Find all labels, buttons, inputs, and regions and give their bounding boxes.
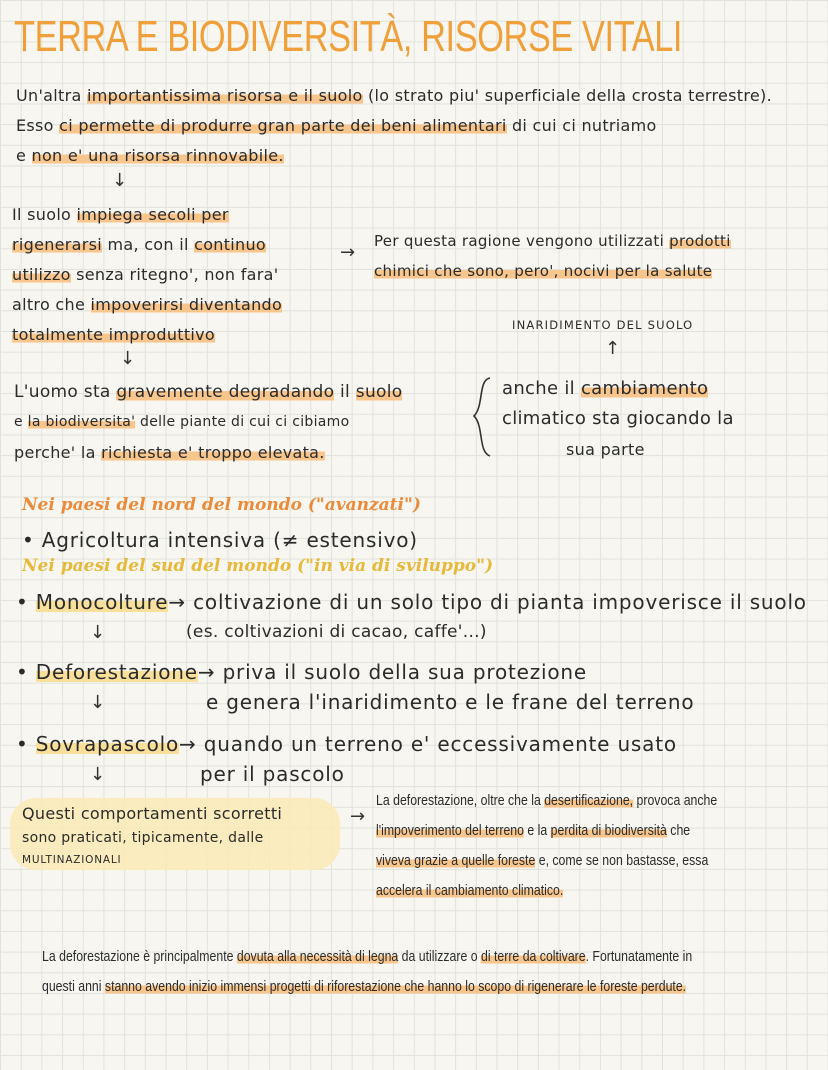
intro-line-1 <box>16 86 772 105</box>
climate-text: anche il <box>502 378 581 399</box>
bullet-text: • <box>16 590 36 614</box>
defo-box-highlight: accelera il cambiamento climatico. <box>376 882 564 899</box>
bottom-text: La deforestazione è principalmente <box>42 948 237 965</box>
intro-highlight: non e' una risorsa rinnovabile. <box>31 146 284 165</box>
man-highlight: richiesta e' troppo elevata. <box>101 443 325 462</box>
bottom-highlight: stanno avendo inizio immensi progetti di riforestazione che hanno lo scopo di rigenerare le foreste perdute. <box>104 978 687 995</box>
soil-text: senza ritegno', non fara' <box>70 265 279 284</box>
intro-text: Un'altra <box>16 86 87 105</box>
intro-text: di cui ci nutriamo <box>506 116 657 135</box>
chem-highlight: chimici che sono, pero', nocivi per la salute <box>374 262 713 280</box>
soil-text: altro che <box>12 295 91 314</box>
man-line-1 <box>14 382 402 402</box>
defo-box-line-4 <box>376 882 563 899</box>
man-line-3 <box>14 443 325 462</box>
man-text: e <box>14 414 28 430</box>
bottom-line-1 <box>42 948 692 965</box>
behaviors-line-1: Questi comportamenti scorretti <box>22 804 283 823</box>
south-heading: Nei paesi del sud del mondo ("in via di sviluppo") <box>22 556 494 576</box>
defo-text-2: e genera l'inaridimento e le frane del terreno <box>206 690 695 714</box>
bottom-text: da utilizzare o <box>398 948 481 965</box>
man-text: perche' la <box>14 443 102 462</box>
sovra-line <box>16 732 677 756</box>
intro-line-2 <box>16 116 657 135</box>
chem-line-2 <box>374 262 712 280</box>
behaviors-line-2: sono praticati, tipicamente, dalle <box>22 830 264 846</box>
soil-highlight: totalmente improduttivo <box>12 325 216 344</box>
curly-brace-icon <box>470 376 498 458</box>
page-title: TERRA E BIODIVERSITÀ, RISORSE VITALI <box>14 12 683 61</box>
defo-box-text: provoca anche <box>633 792 718 809</box>
bottom-highlight: dovuta alla necessità di legna <box>236 948 399 965</box>
man-highlight: gravemente degradando <box>116 382 335 402</box>
intro-line-3 <box>16 146 284 165</box>
intro-highlight: ci permette di produrre gran parte dei beni alimentari <box>59 116 507 135</box>
soil-line-4 <box>12 295 282 314</box>
north-bullet: • Agricoltura intensiva (≠ estensivo) <box>22 528 418 552</box>
soil-line-1 <box>12 205 229 224</box>
defo-box-highlight: l'impoverimento del terreno <box>376 822 524 839</box>
intro-highlight: importantissima risorsa e il suolo <box>86 86 363 105</box>
defo-box-line-1 <box>376 792 717 809</box>
sovra-text: quando un terreno e' eccessivamente usato <box>203 732 677 756</box>
bottom-text: questi anni <box>42 978 105 995</box>
arrow-down-icon: ↓ <box>90 692 106 713</box>
defo-box-text: La deforestazione, oltre che la <box>376 792 545 809</box>
arrow-up-icon: ↑ <box>605 338 621 359</box>
defo-box-highlight: viveva grazie a quelle foreste <box>376 852 536 869</box>
defo-line <box>16 660 587 684</box>
chem-highlight: prodotti <box>669 232 731 250</box>
defo-box-line-3 <box>376 852 708 869</box>
bottom-text: . Fortunatamente in <box>585 948 693 965</box>
arrow-right-icon: → <box>179 732 197 756</box>
defo-box-line-2 <box>376 822 690 839</box>
north-heading: Nei paesi del nord del mondo ("avanzati") <box>22 495 421 515</box>
intro-text: Esso <box>16 116 60 135</box>
mono-line <box>16 590 807 614</box>
mono-text-2: (es. coltivazioni di cacao, caffe'...) <box>186 622 487 642</box>
climate-highlight: cambiamento <box>580 378 709 399</box>
climate-line-1 <box>502 378 708 399</box>
bullet-text: • <box>16 732 36 756</box>
intro-text: (lo strato piu' superficiale della crosta terrestre). <box>362 86 772 105</box>
soil-highlight: continuo <box>194 235 267 254</box>
chem-text: Per questa ragione vengono utilizzati <box>374 232 670 250</box>
man-text: il <box>334 382 356 402</box>
soil-line-2 <box>12 235 266 254</box>
inaridimento-label: INARIDIMENTO DEL SUOLO <box>512 318 694 332</box>
arrow-down-icon: ↓ <box>90 764 106 785</box>
man-line-2 <box>14 414 349 430</box>
defo-text: priva il suolo della sua protezione <box>222 660 588 684</box>
soil-text: Il suolo <box>12 205 77 224</box>
defo-box-text: e la <box>523 822 551 839</box>
soil-line-3 <box>12 265 278 284</box>
man-text: L'uomo sta <box>14 382 117 402</box>
mono-label: Monocolture <box>35 590 169 614</box>
defo-box-text: che <box>666 822 691 839</box>
mono-text: coltivazione di un solo tipo di pianta impoverisce il suolo <box>193 590 807 614</box>
defo-label: Deforestazione <box>35 660 198 684</box>
soil-highlight: impiega secoli per <box>76 205 229 224</box>
man-text: delle piante di cui ci cibiamo <box>135 414 350 430</box>
soil-highlight: impoverirsi diventando <box>90 295 283 314</box>
arrow-right-icon: → <box>197 660 216 684</box>
defo-box-text: e, come se non bastasse, essa <box>535 852 709 869</box>
intro-text: e <box>16 146 32 165</box>
man-highlight: la biodiversita' <box>27 414 136 430</box>
sovra-label: Sovrapascolo <box>35 732 180 756</box>
climate-line-2: climatico sta giocando la <box>502 408 734 429</box>
bullet-text: • <box>16 660 36 684</box>
behaviors-line-3: MULTINAZIONALI <box>22 854 122 866</box>
arrow-down-icon: ↓ <box>90 622 106 643</box>
defo-box-highlight: perdita di biodiversità <box>550 822 667 839</box>
arrow-right-icon: → <box>168 590 186 614</box>
arrow-down-icon: ↓ <box>112 170 128 191</box>
soil-highlight: rigenerarsi <box>12 235 103 254</box>
chem-line-1 <box>374 232 731 250</box>
sovra-text-2: per il pascolo <box>200 762 345 786</box>
arrow-right-icon: → <box>350 806 366 827</box>
defo-box-highlight: desertificazione, <box>544 792 634 809</box>
man-highlight: suolo <box>355 382 403 402</box>
bottom-highlight: di terre da coltivare <box>480 948 586 965</box>
soil-highlight: utilizzo <box>12 265 71 284</box>
climate-line-3: sua parte <box>566 440 645 459</box>
soil-line-5 <box>12 325 215 344</box>
bottom-line-2 <box>42 978 686 995</box>
arrow-right-icon: → <box>340 242 356 263</box>
soil-text: ma, con il <box>102 235 195 254</box>
arrow-down-icon: ↓ <box>120 348 136 369</box>
